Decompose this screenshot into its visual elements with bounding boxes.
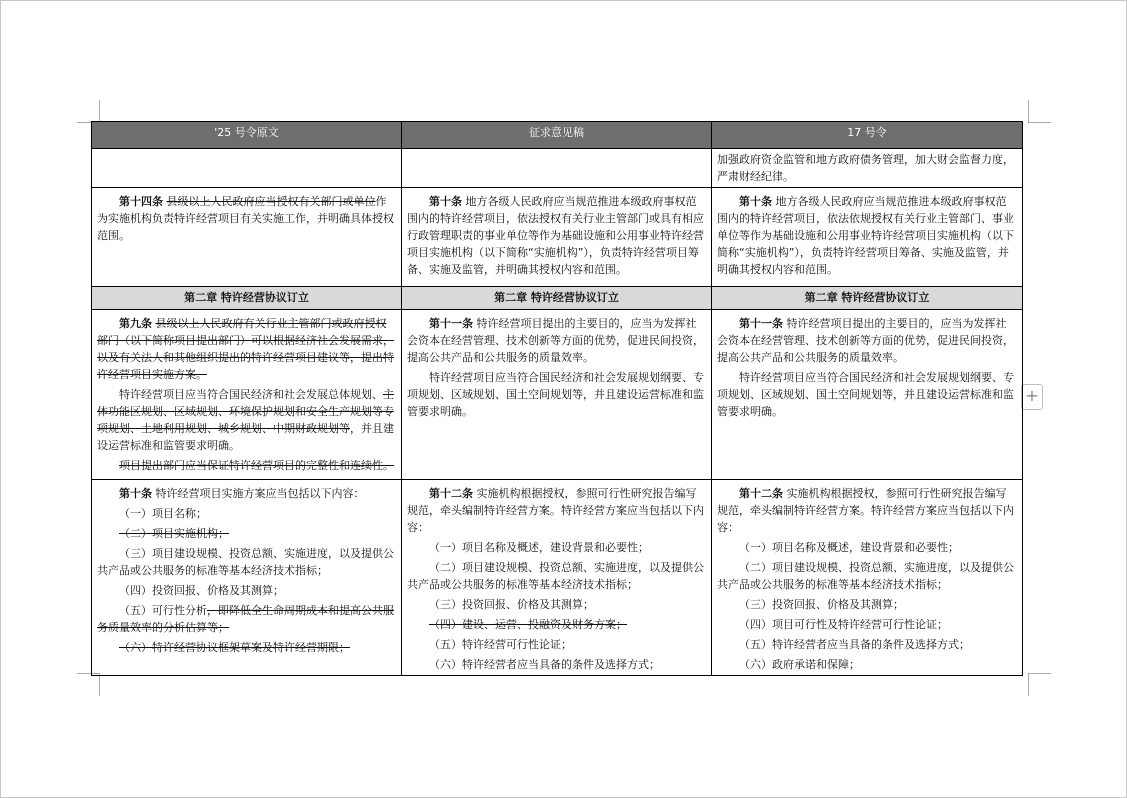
- chapter-title: 第二章 特许经营协议订立: [402, 287, 712, 310]
- crop-mark-top-left: [77, 100, 100, 123]
- cell-text: 地方各级人民政府应当规范推进本级政府事权范围内的特许经营项目，依法依规授权有关行业主管部门、事业单位等作为基础设施和公用事业特许经营项目实施机构（以下简称“实施机构”），负责特许经营项目筹备、实施及监管，并明确其授权内容和范围。: [717, 195, 1014, 276]
- table-cell: [402, 310, 712, 480]
- cell-text: 特许经营项目实施方案应当包括以下内容：: [155, 487, 365, 500]
- list-item: （二）项目建设规模、投资总额、实施进度，以及提供公共产品或公共服务的标准等基本经济技术指标；: [407, 561, 704, 591]
- article-number: 第十条: [119, 487, 152, 500]
- chapter-title: 第二章 特许经营协议订立: [712, 287, 1023, 310]
- table-cell: [402, 188, 712, 287]
- list-item: （二）项目建设规模、投资总额、实施进度，以及提供公共产品或公共服务的标准等基本经济技术指标；: [717, 561, 1014, 591]
- list-item: （三）投资回报、价格及其测算；: [429, 598, 594, 611]
- cell-text: 特许经营项目提出的主要目的，应当为发挥社会资本在经营管理、技术创新等方面的优势，促进民间投资，提高公共产品和公共服务的质量效率。: [407, 317, 704, 364]
- cell-text: 地方各级人民政府应当规范推进本级政府事权范围内的特许经营项目，依法授权有关行业主管部门或具有相应行政管理职责的事业单位等作为基础设施和公用事业特许经营项目实施机构（以下简称“实施机构”），负责特许经营项目筹备、实施及监管，并明确其授权内容和范围。: [407, 195, 704, 276]
- column-header-original: '25 号令原文: [92, 122, 402, 149]
- list-item: （三）投资回报、价格及其测算；: [739, 598, 904, 611]
- list-item-struck: （二）项目实施机构；: [119, 527, 229, 540]
- list-item: （四）投资回报、价格及其测算；: [119, 584, 284, 597]
- cell-text: 特许经营项目应当符合国民经济和社会发展总体规划、: [119, 388, 383, 401]
- table-cell: [92, 188, 402, 287]
- table-cell: [712, 188, 1023, 287]
- cell-text: 加强政府资金监管和地方政府债务管理，加大财会监督力度，严肃财经纪律。: [717, 153, 1014, 183]
- article-number: 第十二条: [739, 487, 783, 500]
- table-row: [92, 310, 1023, 480]
- cell-text: 作为实施机构负责特许经营项目有关实施工作，并明确具体授权范围。: [97, 195, 394, 242]
- cell-text: ，并且建设运营标准和监管要求明确。: [97, 422, 394, 452]
- list-item: （五）特许经营可行性论证；: [429, 638, 572, 651]
- cell-text: 实施机构根据授权，参照可行性研究报告编写规范，牵头编制特许经营方案。特许经营方案应当包括以下内容：: [407, 487, 704, 534]
- list-item: （五）特许经营者应当具备的条件及选择方式；: [739, 638, 970, 651]
- table-cell: [92, 480, 402, 676]
- column-header-draft: 征求意见稿: [402, 122, 712, 149]
- cell-text: 特许经营项目应当符合国民经济和社会发展规划纲要、专项规划、区域规划、国土空间规划等，并且建设运营标准和监管要求明确。: [407, 371, 704, 418]
- table-header-row: [92, 122, 1023, 149]
- list-item: （一）项目名称及概述，建设背景和必要性；: [429, 541, 649, 554]
- table-cell: [712, 149, 1023, 188]
- article-number: 第九条: [119, 317, 152, 330]
- crop-mark-top-right: [1028, 100, 1051, 123]
- struck-text: 县级以上人民政府有关行业主管部门或政府授权部门（以下简称项目提出部门）可以根据经济社会发展需求，以及有关法人和其他组织提出的特许经营项目建议等，提出特许经营项目实施方案。: [97, 317, 394, 381]
- table-cell: [92, 149, 402, 188]
- struck-text: 项目提出部门应当保证特许经营项目的完整性和连续性。: [119, 459, 394, 472]
- article-number: 第十二条: [429, 487, 473, 500]
- chapter-header-row: [92, 287, 1023, 310]
- article-number: 第十条: [739, 195, 772, 208]
- crop-mark-bottom-right: [1028, 673, 1051, 696]
- chapter-title: 第二章 特许经营协议订立: [92, 287, 402, 310]
- struck-text: ，即降低全生命周期成本和提高公共服务质量效率的分析估算等；: [97, 604, 394, 634]
- crop-mark-bottom-left: [77, 673, 100, 696]
- struck-text: 主体功能区规划、区域规划、环境保护规划和安全生产规划等专项规划、土地利用规划、城乡规划、中期财政规划等: [97, 388, 394, 435]
- list-item: （一）项目名称及概述，建设背景和必要性；: [739, 541, 959, 554]
- table-row: [92, 149, 1023, 188]
- list-item: （六）政府承诺和保障；: [739, 658, 860, 671]
- comparison-table: [91, 121, 1023, 676]
- article-number: 第十条: [429, 195, 462, 208]
- list-item: （四）项目可行性及特许经营可行性论证；: [739, 618, 948, 631]
- cell-text: 实施机构根据授权，参照可行性研究报告编写规范，牵头编制特许经营方案。特许经营方案应当包括以下内容：: [717, 487, 1014, 534]
- list-item-struck: （四）建设、运营、投融资及财务方案；: [429, 618, 627, 631]
- table-cell: [712, 480, 1023, 676]
- list-item: （五）可行性分析: [119, 604, 207, 617]
- cell-text: 特许经营项目应当符合国民经济和社会发展规划纲要、专项规划、区域规划、国土空间规划等，并且建设运营标准和监管要求明确。: [717, 371, 1014, 418]
- cell-text: 特许经营项目提出的主要目的，应当为发挥社会资本在经营管理、技术创新等方面的优势，促进民间投资，提高公共产品和公共服务的质量效率。: [717, 317, 1014, 364]
- table-cell: [92, 310, 402, 480]
- article-number: 第十四条: [119, 195, 163, 208]
- table-cell: [402, 480, 712, 676]
- list-item-struck: （六）特许经营协议框架草案及特许经营期限；: [119, 641, 350, 654]
- add-column-button[interactable]: [1021, 384, 1043, 410]
- list-item: （一）项目名称；: [119, 507, 207, 520]
- table-row: [92, 480, 1023, 676]
- struck-text: 县级以上人民政府应当授权有关部门或单位: [166, 195, 376, 208]
- table-row: [92, 188, 1023, 287]
- list-item: （三）项目建设规模、投资总额、实施进度，以及提供公共产品或公共服务的标准等基本经济技术指标；: [97, 547, 394, 577]
- table-cell: [712, 310, 1023, 480]
- plus-icon: +: [1025, 386, 1039, 405]
- article-number: 第十一条: [739, 317, 783, 330]
- column-header-order17: 17 号令: [712, 122, 1023, 149]
- list-item: （六）特许经营者应当具备的条件及选择方式；: [429, 658, 660, 671]
- table-cell: [402, 149, 712, 188]
- article-number: 第十一条: [429, 317, 473, 330]
